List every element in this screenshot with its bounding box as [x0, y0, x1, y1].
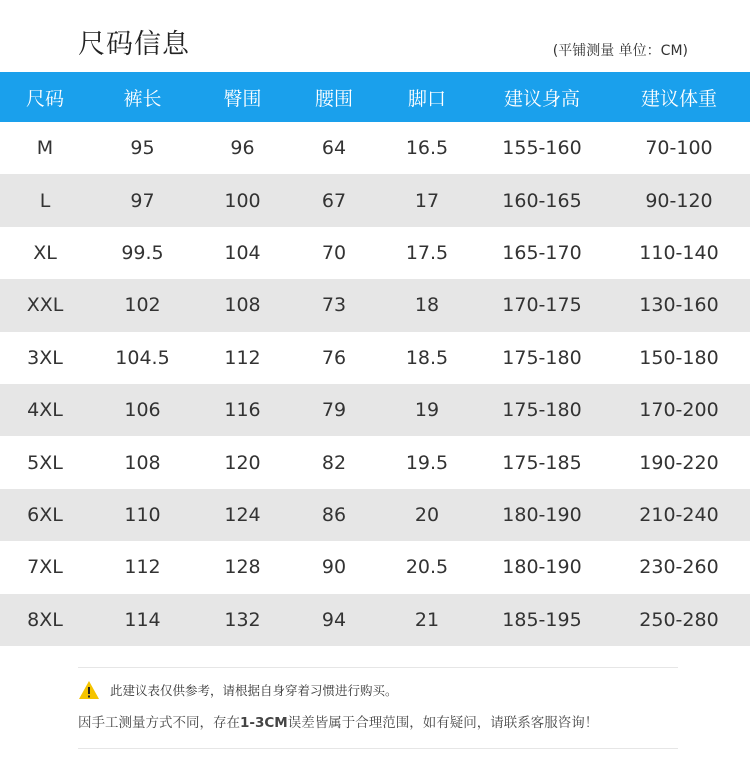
- table-row: [0, 227, 750, 279]
- cell-hip: 116: [195, 384, 290, 436]
- cell-height: 175-180: [476, 384, 608, 436]
- cell-weight: 210-240: [608, 489, 750, 541]
- cell-height: 170-175: [476, 279, 608, 331]
- cell-size: 4XL: [0, 384, 90, 436]
- cell-hem: 16.5: [378, 122, 476, 174]
- table-row: [0, 594, 750, 646]
- cell-height: 175-185: [476, 436, 608, 488]
- table-row: [0, 332, 750, 384]
- header-hem: 脚口: [378, 72, 476, 122]
- table-row: [0, 122, 750, 174]
- cell-weight: 190-220: [608, 436, 750, 488]
- cell-hem: 21: [378, 594, 476, 646]
- header-length: 裤长: [90, 72, 195, 122]
- size-table-body: [0, 122, 750, 646]
- cell-height: 155-160: [476, 122, 608, 174]
- cell-hip: 112: [195, 332, 290, 384]
- cell-waist: 82: [290, 436, 378, 488]
- table-header-row: [0, 72, 750, 122]
- cell-size: 7XL: [0, 541, 90, 593]
- header-height: 建议身高: [476, 72, 608, 122]
- cell-waist: 70: [290, 227, 378, 279]
- cell-hip: 108: [195, 279, 290, 331]
- cell-height: 175-180: [476, 332, 608, 384]
- cell-hip: 120: [195, 436, 290, 488]
- cell-weight: 250-280: [608, 594, 750, 646]
- cell-weight: 90-120: [608, 174, 750, 226]
- cell-size: M: [0, 122, 90, 174]
- cell-waist: 94: [290, 594, 378, 646]
- cell-waist: 86: [290, 489, 378, 541]
- measurement-note-pre: 因手工测量方式不同，存在: [78, 715, 240, 731]
- cell-hip: 96: [195, 122, 290, 174]
- cell-height: 180-190: [476, 541, 608, 593]
- cell-height: 185-195: [476, 594, 608, 646]
- cell-size: 8XL: [0, 594, 90, 646]
- cell-hip: 128: [195, 541, 290, 593]
- cell-hip: 132: [195, 594, 290, 646]
- cell-height: 160-165: [476, 174, 608, 226]
- divider-bottom: [78, 748, 678, 749]
- cell-waist: 73: [290, 279, 378, 331]
- cell-length: 95: [90, 122, 195, 174]
- cell-length: 104.5: [90, 332, 195, 384]
- page-title: 尺码信息: [78, 29, 190, 60]
- unit-note: (平铺测量 单位：CM): [552, 43, 688, 59]
- warning-note: [78, 680, 398, 700]
- cell-weight: 70-100: [608, 122, 750, 174]
- table-row: [0, 541, 750, 593]
- header-size: 尺码: [0, 72, 90, 122]
- cell-hem: 17: [378, 174, 476, 226]
- cell-hem: 19.5: [378, 436, 476, 488]
- cell-size: 3XL: [0, 332, 90, 384]
- cell-waist: 76: [290, 332, 378, 384]
- cell-weight: 150-180: [608, 332, 750, 384]
- cell-hem: 19: [378, 384, 476, 436]
- cell-size: L: [0, 174, 90, 226]
- cell-length: 114: [90, 594, 195, 646]
- table-row: [0, 384, 750, 436]
- cell-weight: 130-160: [608, 279, 750, 331]
- header-waist: 腰围: [290, 72, 378, 122]
- cell-length: 110: [90, 489, 195, 541]
- cell-hem: 18.5: [378, 332, 476, 384]
- cell-length: 108: [90, 436, 195, 488]
- measurement-note-range: 1-3CM: [240, 715, 288, 731]
- table-row: [0, 174, 750, 226]
- cell-size: XL: [0, 227, 90, 279]
- header-weight: 建议体重: [608, 72, 750, 122]
- cell-length: 97: [90, 174, 195, 226]
- cell-weight: 170-200: [608, 384, 750, 436]
- cell-weight: 110-140: [608, 227, 750, 279]
- cell-waist: 67: [290, 174, 378, 226]
- divider-top: [78, 667, 678, 668]
- cell-waist: 64: [290, 122, 378, 174]
- table-row: [0, 279, 750, 331]
- cell-hip: 104: [195, 227, 290, 279]
- cell-size: 5XL: [0, 436, 90, 488]
- cell-size: XXL: [0, 279, 90, 331]
- cell-waist: 90: [290, 541, 378, 593]
- cell-hip: 124: [195, 489, 290, 541]
- table-row: [0, 436, 750, 488]
- cell-hem: 20.5: [378, 541, 476, 593]
- cell-weight: 230-260: [608, 541, 750, 593]
- header-hip: 臀围: [195, 72, 290, 122]
- warning-text: 此建议表仅供参考，请根据自身穿着习惯进行购买。: [110, 683, 398, 698]
- warning-icon: [78, 680, 100, 700]
- cell-size: 6XL: [0, 489, 90, 541]
- size-table: [0, 72, 750, 646]
- cell-waist: 79: [290, 384, 378, 436]
- cell-length: 102: [90, 279, 195, 331]
- cell-hem: 18: [378, 279, 476, 331]
- measurement-note-post: 误差皆属于合理范围，如有疑问，请联系客服咨询！: [287, 715, 599, 731]
- cell-hem: 20: [378, 489, 476, 541]
- cell-hem: 17.5: [378, 227, 476, 279]
- cell-height: 180-190: [476, 489, 608, 541]
- cell-hip: 100: [195, 174, 290, 226]
- measurement-note: [78, 711, 598, 731]
- table-row: [0, 489, 750, 541]
- cell-height: 165-170: [476, 227, 608, 279]
- cell-length: 112: [90, 541, 195, 593]
- cell-length: 106: [90, 384, 195, 436]
- cell-length: 99.5: [90, 227, 195, 279]
